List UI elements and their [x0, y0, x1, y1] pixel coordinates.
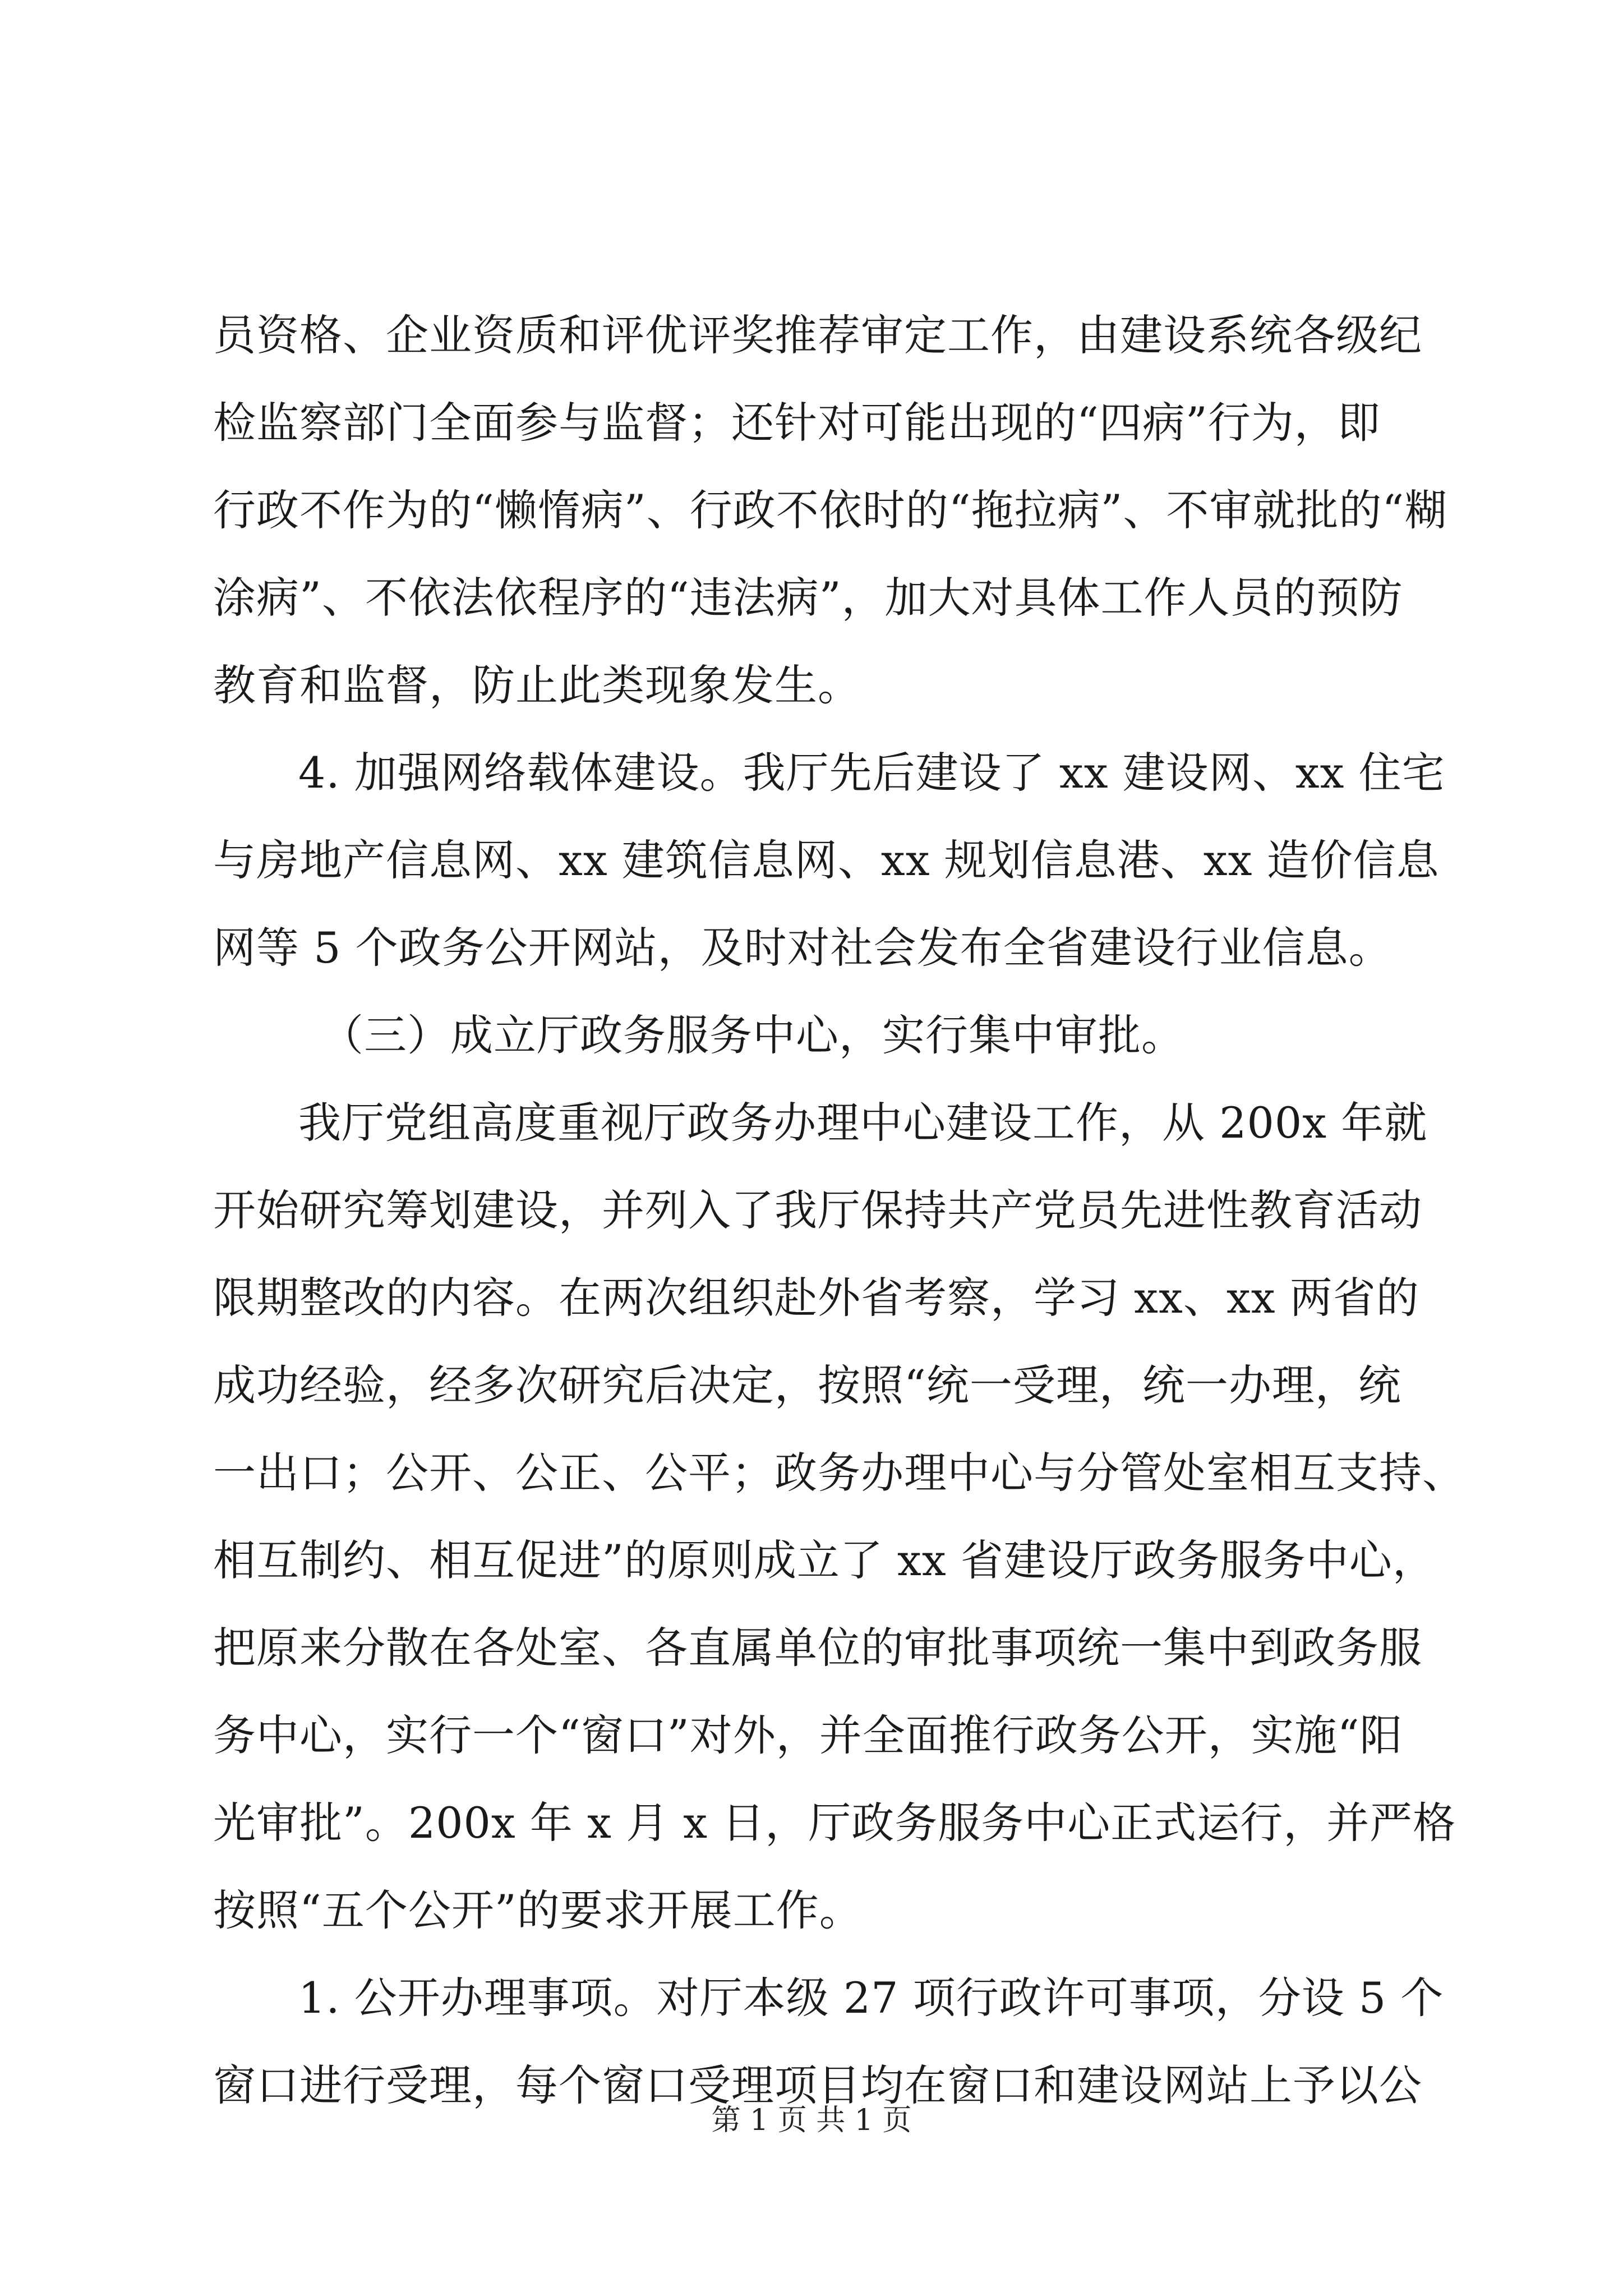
text-line: 行政不作为的“懒惰病”、行政不依时的“拖拉病”、不审就批的“糊 [213, 485, 1448, 535]
text-line: 检监察部门全面参与监督；还针对可能出现的“四病”行为，即 [213, 398, 1381, 448]
section-heading: （三）成立厅政务服务中心，实行集中审批。 [321, 1010, 1184, 1060]
text-line: 窗口进行受理，每个窗口受理项目均在窗口和建设网站上予以公 [213, 2060, 1422, 2110]
text-line: 相互制约、相互促进”的原则成立了 xx 省建设厅政务服务中心， [213, 1535, 1436, 1585]
text-line: 光审批”。200x 年 x 月 x 日，厅政务服务中心正式运行，并严格 [213, 1798, 1456, 1848]
page-footer: 第 1 页 共 1 页 [711, 2104, 912, 2137]
text-line: 教育和监督，防止此类现象发生。 [213, 660, 861, 710]
text-line: 员资格、企业资质和评优评奖推荐审定工作，由建设系统各级纪 [213, 310, 1422, 360]
text-line: 成功经验，经多次研究后决定，按照“统一受理，统一办理，统 [213, 1360, 1401, 1410]
text-line: 开始研究筹划建设，并列入了我厅保持共产党员先进性教育活动 [213, 1185, 1422, 1235]
text-line: 网等 5 个政务公开网站，及时对社会发布全省建设行业信息。 [213, 923, 1392, 973]
paragraph-start-line: 1. 公开办理事项。对厅本级 27 项行政许可事项，分设 5 个 [298, 1973, 1444, 2023]
text-line: 与房地产信息网、xx 建筑信息网、xx 规划信息港、xx 造价信息 [213, 835, 1440, 885]
text-line: 务中心，实行一个“窗口”对外，并全面推行政务公开，实施“阳 [213, 1710, 1403, 1760]
text-line: 一出口；公开、公正、公平；政务办理中心与分管处室相互支持、 [213, 1448, 1465, 1498]
text-line: 涂病”、不依法依程序的“违法病”，加大对具体工作人员的预防 [213, 573, 1403, 623]
paragraph-start-line: 我厅党组高度重视厅政务办理中心建设工作，从 200x 年就 [298, 1098, 1428, 1148]
text-line: 按照“五个公开”的要求开展工作。 [213, 1885, 863, 1935]
document-body [213, 292, 1465, 2129]
text-line: 限期整改的内容。在两次组织赴外省考察，学习 xx、xx 两省的 [213, 1273, 1419, 1323]
paragraph-start-line: 4. 加强网络载体建设。我厅先后建设了 xx 建设网、xx 住宅 [298, 748, 1445, 798]
text-line: 把原来分散在各处室、各直属单位的审批事项统一集中到政务服 [213, 1623, 1422, 1673]
